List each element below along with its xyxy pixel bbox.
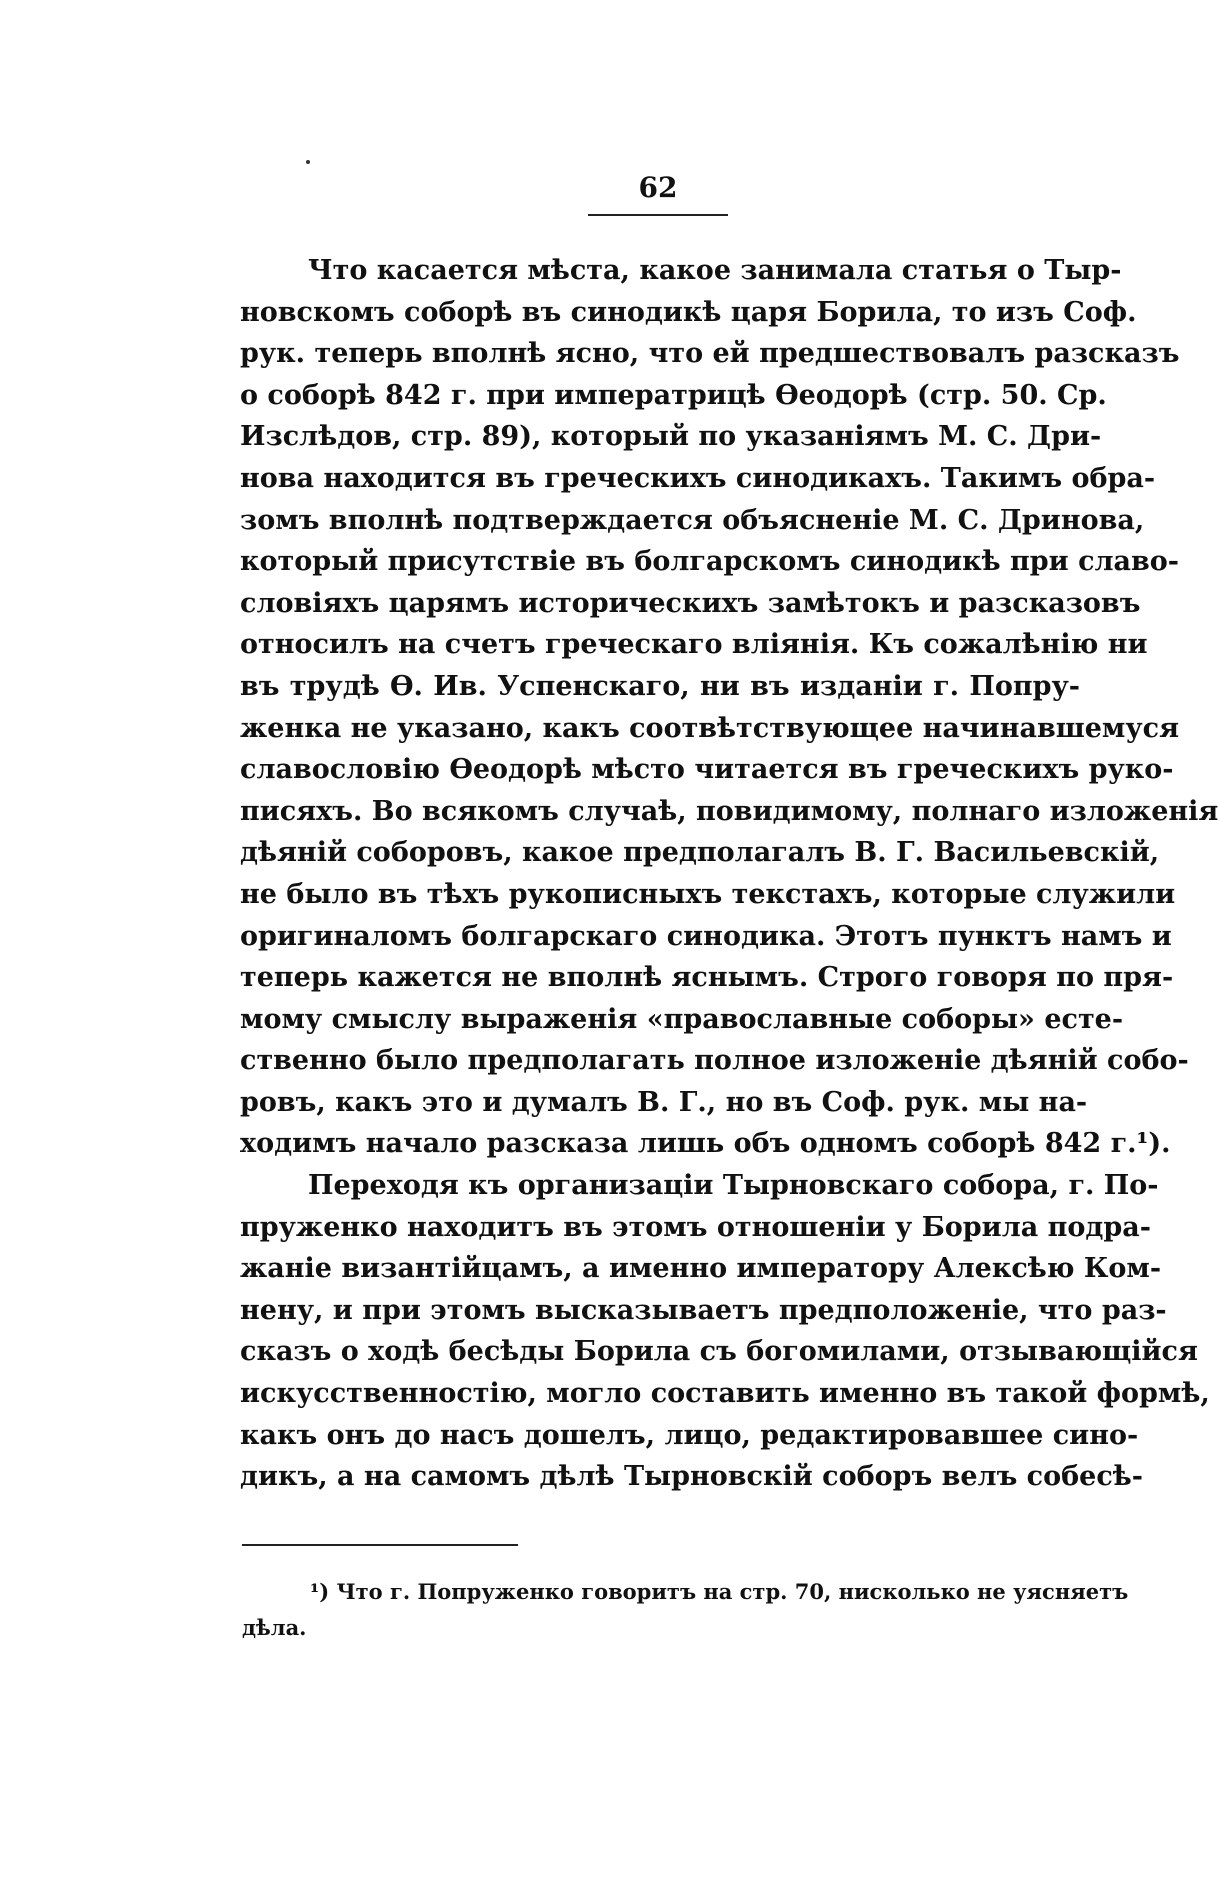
text-line: писяхъ. Во всякомъ случаѣ, повидимому, полнаго изложенія <box>240 795 1218 827</box>
text-line: дикъ, а на самомъ дѣлѣ Тырновскій соборъ велъ собесѣ- <box>240 1461 1143 1493</box>
text-line: который присутствіе въ болгарскомъ синодикѣ при славо- <box>240 546 1180 578</box>
text-line: рук. теперь вполнѣ ясно, что ей предшествовалъ разсказъ <box>240 338 1180 370</box>
footnote-rule <box>242 1544 518 1546</box>
text-line: славословію Ѳеодорѣ мѣсто читается въ греческихъ руко- <box>240 754 1174 786</box>
text-line: ровъ, какъ это и думалъ В. Г., но въ Соф. рук. мы на- <box>240 1086 1088 1118</box>
footnote-line: дѣла. <box>242 1615 307 1640</box>
text-line: Что касается мѣста, какое занимала статья о Тыр- <box>308 255 1122 286</box>
page-number: 62 <box>638 171 678 204</box>
text-line: нену, и при этомъ высказываетъ предположеніе, что раз- <box>240 1294 1167 1326</box>
text-line: мому смыслу выраженія «православные соборы» есте- <box>240 1003 1124 1035</box>
print-speck <box>306 160 310 164</box>
text-line: не было въ тѣхъ рукописныхъ текстахъ, которые служили <box>240 878 1176 910</box>
footnote <box>242 1574 1129 1646</box>
text-line: нова находится въ греческихъ синодикахъ. Такимъ обра- <box>240 462 1156 494</box>
text-line: въ трудѣ Ѳ. Ив. Успенскаго, ни въ изданіи г. Попру- <box>240 670 1080 702</box>
text-line: пруженко находитъ въ этомъ отношеніи у Борила подра- <box>240 1211 1151 1243</box>
text-line: искусственностію, могло составить именно въ такой формѣ, <box>240 1378 1210 1410</box>
text-line: словіяхъ царямъ историческихъ замѣтокъ и разсказовъ <box>240 587 1141 619</box>
text-line: женка не указано, какъ соотвѣтствующее начинавшемуся <box>240 712 1180 744</box>
text-line: теперь кажется не вполнѣ яснымъ. Строго говоря по пря- <box>240 962 1174 994</box>
text-line: Переходя къ организаціи Тырновскаго собора, г. По- <box>308 1170 1159 1202</box>
text-line: жаніе византійцамъ, а именно императору Алексѣю Ком- <box>240 1253 1162 1285</box>
text-line: сказъ о ходѣ бесѣды Борила съ богомилами, отзывающійся <box>240 1336 1198 1368</box>
text-line: зомъ вполнѣ подтверждается объясненіе М. С. Дринова, <box>240 504 1145 536</box>
footnote-line: ¹) Что г. Попруженко говоритъ на стр. 70, нисколько не уясняетъ <box>310 1579 1129 1604</box>
text-line: какъ онъ до насъ дошелъ, лицо, редактировавшее сино- <box>240 1419 1139 1451</box>
text-line: о соборѣ 842 г. при императрицѣ Ѳеодорѣ (стр. 50. Ср. <box>240 379 1107 411</box>
body-text <box>240 250 1218 1498</box>
header-rule <box>588 214 728 216</box>
text-line: ственно было предполагать полное изложеніе дѣяній собо- <box>240 1045 1189 1077</box>
text-line: Изслѣдов, стр. 89), который по указаніямъ М. С. Дри- <box>240 421 1102 453</box>
text-line: ходимъ начало разсказа лишь объ одномъ соборѣ 842 г.¹). <box>240 1128 1171 1160</box>
text-line: относилъ на счетъ греческаго вліянія. Къ сожалѣнію ни <box>240 629 1148 661</box>
text-line: оригиналомъ болгарскаго синодика. Этотъ пунктъ намъ и <box>240 920 1172 952</box>
text-line: дѣяній соборовъ, какое предполагалъ В. Г. Васильевскій, <box>240 837 1160 869</box>
text-line: новскомъ соборѣ въ синодикѣ царя Борила, то изъ Соф. <box>240 296 1137 328</box>
